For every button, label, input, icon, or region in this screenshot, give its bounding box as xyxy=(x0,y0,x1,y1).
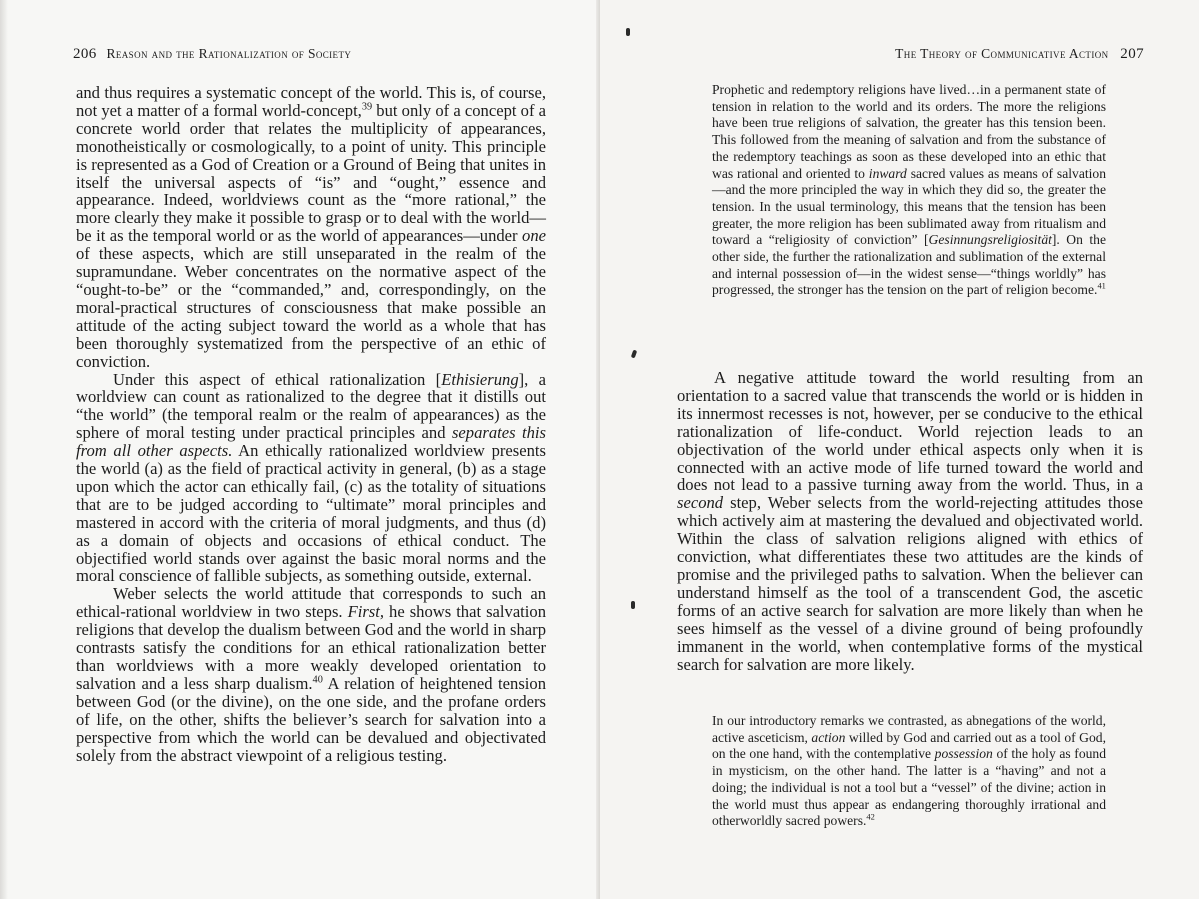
text-run: of the holy as found in mysticism, on the other hand. The latter is a “having” and not a doing; the individual is not a tool but a “vessel” of the divine; action in the world must thus appear as endangering thoroughly irrational and otherworldly sacred powers. xyxy=(712,746,1107,829)
emphasis-text: possession xyxy=(934,746,993,762)
block-quote-bottom xyxy=(712,713,1106,830)
text-run: In our introductory remarks we contrasted, as abnegations of the world, active asceticism, xyxy=(712,713,1106,745)
text-run: Prophetic and redemptory religions have lived…in a permanent state of tension in relation to the world and its orders. The more the religions have been true religions of salvation, the greater has this tension been. This followed from the meaning of salvation and from the substance of the redemptory teachings as soon as these developed into an ethic that was rational and oriented to xyxy=(712,82,1106,181)
left-page xyxy=(0,0,598,899)
left-running-head-title: Reason and the Rationalization of Society xyxy=(106,46,352,61)
left-paragraph-1 xyxy=(76,84,546,371)
footnote-ref: 39 xyxy=(361,101,373,113)
emphasis-text: action xyxy=(811,729,846,745)
binding-mark xyxy=(631,601,635,609)
emphasis-text: Gesinnungsreligiosität xyxy=(928,232,1052,248)
text-run: A relation of heightened tension between God (or the divine), on the one side, and the profane orders of life, on the other, shifts the believer’s search for salvation into a perspective from which the world can be devalued and objectivated solely from the abstract viewpoint of a religious testing. xyxy=(76,673,546,765)
footnote-ref: 40 xyxy=(312,674,323,686)
emphasis-text: inward xyxy=(868,165,907,181)
left-running-head xyxy=(73,46,351,63)
footnote-ref: 42 xyxy=(866,811,875,822)
emphasis-text: separates this from all other aspects. xyxy=(76,423,546,461)
right-page xyxy=(600,0,1199,899)
right-running-head-title: The Theory of Communicative Action xyxy=(895,46,1109,61)
footnote-ref: 41 xyxy=(1097,280,1106,291)
left-paragraph-3 xyxy=(76,585,546,764)
emphasis-text: Ethisierung xyxy=(441,369,519,389)
text-run: ], a worldview can count as rationalized to the degree that it distills out “the world” (the temporal realm or the realm of appearances) as the sphere of moral testing under practical principles and xyxy=(76,369,546,443)
emphasis-text: First, xyxy=(347,602,385,622)
left-paragraph-2 xyxy=(76,371,546,586)
emphasis-text: second xyxy=(677,493,724,513)
text-run: he shows that salvation religions that develop the dualism between God and the world in sharp contrasts satisfy the conditions for an ethical rationalization better than worldviews with a more weakly developed orientation to salvation and a less sharp dualism. xyxy=(76,602,547,693)
text-run: A negative attitude toward the world resulting from an orientation to a sacred value that transcends the world or is hidden in its innermost recesses is not, however, per se conducive to the ethical rationalization of life-conduct. World rejection leads to an objectivation of the world under ethical aspects only when it is connected with an active mode of life turned toward the world and does not lead to a passive turning away from the world. Thus, in a xyxy=(677,368,1143,495)
text-run: sacred values as means of salvation—and the more principled the way in which they did so, the greater the tension. In the usual terminology, this means that the tension has been greater, the more religion has been sublimated away from ritualism and toward a “religiosity of conviction” [ xyxy=(712,165,1106,248)
text-run: of these aspects, which are still unseparated in the realm of the supramundane. Weber concentrates on the normative aspect of the “ought-to-be” or the “commanded,” and, correspondingly, on the moral-practical structures of consciousness that make possible an attitude of the acting subject toward the world as a whole that has been thoroughly systematized from the perspective of an ethic of conviction. xyxy=(76,244,546,371)
text-run: ]. On the other side, the further the rationalization and sublimation of the external and internal possession of—in the widest sense—“things worldly” has progressed, the stronger has the tension on the part of religion become. xyxy=(712,232,1106,298)
binding-mark xyxy=(626,28,630,36)
text-run: willed by God and carried out as a tool of God, on the one hand, with the contemplative xyxy=(712,729,1106,762)
text-run: but only of a concept of a concrete world order that relates the multiplicity of appearances, monotheistically or cosmologically, to a point of unity. This principle is represented as a God of Creation or a Ground of Being that unites in itself the universal aspects of “is” and “ought,” essence and appearance. Indeed, worldviews count as the “more rational,” the more clearly they make it possible to grasp or to deal with the world—be it as the temporal world or as the world of appearances—under xyxy=(76,100,547,246)
text-run: An ethically rationalized worldview presents the world (a) as the field of practical activity in general, (b) as a stage upon which the actor can ethically fail, (c) as the totality of situations that are to be judged according to “ultimate” moral principles and mastered in accord with the criteria of moral judgments, and thus (d) as a domain of objects and occasions of ethical conduct. The objectified world stands over against the basic moral norms and the moral conscience of fallible subjects, as something outside, external. xyxy=(76,441,546,586)
text-run: step, Weber selects from the world-rejecting attitudes those which actively aim at mastering the devalued and objectivated world. Within the class of salvation religions aligned with ethics of conviction, what differentiates these two attitudes are the kinds of promise and the privileged paths to salvation. When the believer can understand himself as the tool of a transcendent God, the ascetic forms of an active search for salvation are more likely than when he sees himself as the vessel of a divine ground of being profoundly immanent in the world, when contemplative forms of the mystical search for salvation are more likely. xyxy=(677,493,1143,674)
left-body-text xyxy=(76,84,546,764)
right-paragraph xyxy=(677,369,1143,673)
right-running-head xyxy=(895,46,1144,63)
left-page-number: 206 xyxy=(73,46,97,62)
emphasis-text: one xyxy=(522,226,546,246)
page-edge-shadow xyxy=(0,0,8,899)
text-run: Under this aspect of ethical rationalization [ xyxy=(113,369,442,389)
right-body-text xyxy=(677,369,1143,673)
text-run: Weber selects the world attitude that corresponds to such an ethical-rational worldview in two steps. xyxy=(76,584,546,622)
right-page-number: 207 xyxy=(1120,46,1144,62)
block-quote-top xyxy=(712,82,1106,299)
text-run: and thus requires a systematic concept of the world. This is, of course, not yet a matter of a formal world-concept, xyxy=(76,83,546,120)
